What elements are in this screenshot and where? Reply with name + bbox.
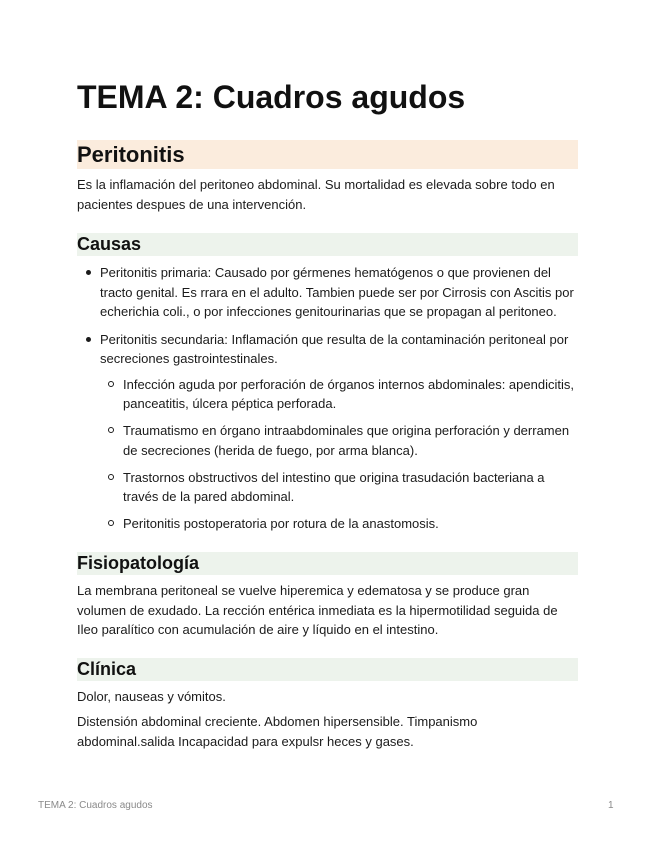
- peritonitis-intro: Es la inflamación del peritoneo abdominal. Su mortalidad es elevada sobre todo en pacientes despues de una intervención.: [77, 177, 555, 212]
- heading-fisiopatologia-text: Fisiopatología: [77, 553, 200, 573]
- footer-title: TEMA 2: Cuadros agudos: [38, 800, 153, 811]
- heading-peritonitis: [77, 140, 578, 169]
- clinica-text-2: Distensión abdominal creciente. Abdomen hipersensible. Timpanismo abdominal.salida Incapacidad para expulsr heces y gases.: [77, 714, 478, 749]
- secundaria-sublist: [100, 375, 578, 534]
- list-item: [77, 263, 578, 322]
- heading-peritonitis-text: Peritonitis: [77, 142, 185, 167]
- heading-clinica-text: Clínica: [77, 659, 137, 679]
- heading-fisiopatologia: [77, 552, 578, 575]
- list-item-text: Peritonitis secundaria: Inflamación que resulta de la contaminación peritoneal por secreciones gastrointestinales.: [100, 331, 569, 366]
- heading-causas: [77, 233, 578, 256]
- list-item-text: Peritonitis primaria: Causado por gérmenes hematógenos o que provienen del tracto genital. Es rrara en el adulto. Tambien puede ser por Cirrosis con Ascitis por echerichia coli., o por infecciones genitourinarias que se propagan al peritoneo.: [100, 265, 574, 319]
- causas-list: [77, 263, 578, 542]
- heading-causas-text: Causas: [77, 234, 142, 254]
- list-item: [77, 330, 578, 534]
- sublist-item: Peritonitis postoperatoria por rotura de la anastomosis.: [100, 514, 578, 534]
- sublist-item: Infección aguda por perforación de órganos internos abdominales: apendicitis, panceatitis, úlcera péptica perforada.: [100, 375, 578, 414]
- fisiopatologia-text: La membrana peritoneal se vuelve hiperemica y edematosa y se produce gran volumen de exudado. La rección entérica inmediata es la hipermotilidad seguida de Ileo paralítico con acumulación de aire y líquido en el intestino.: [77, 583, 558, 637]
- page-title: TEMA 2: Cuadros agudos: [77, 79, 466, 115]
- clinica-text-1: Dolor, nauseas y vómitos.: [77, 689, 226, 704]
- heading-clinica: [77, 658, 578, 681]
- sublist-item: Traumatismo en órgano intraabdominales que origina perforación y derramen de secreciones (herida de fuego, por arma blanca).: [100, 421, 578, 460]
- sublist-item: Trastornos obstructivos del intestino que origina trasudación bacteriana a través de la pared abdominal.: [100, 468, 578, 507]
- page-number: 1: [608, 800, 614, 811]
